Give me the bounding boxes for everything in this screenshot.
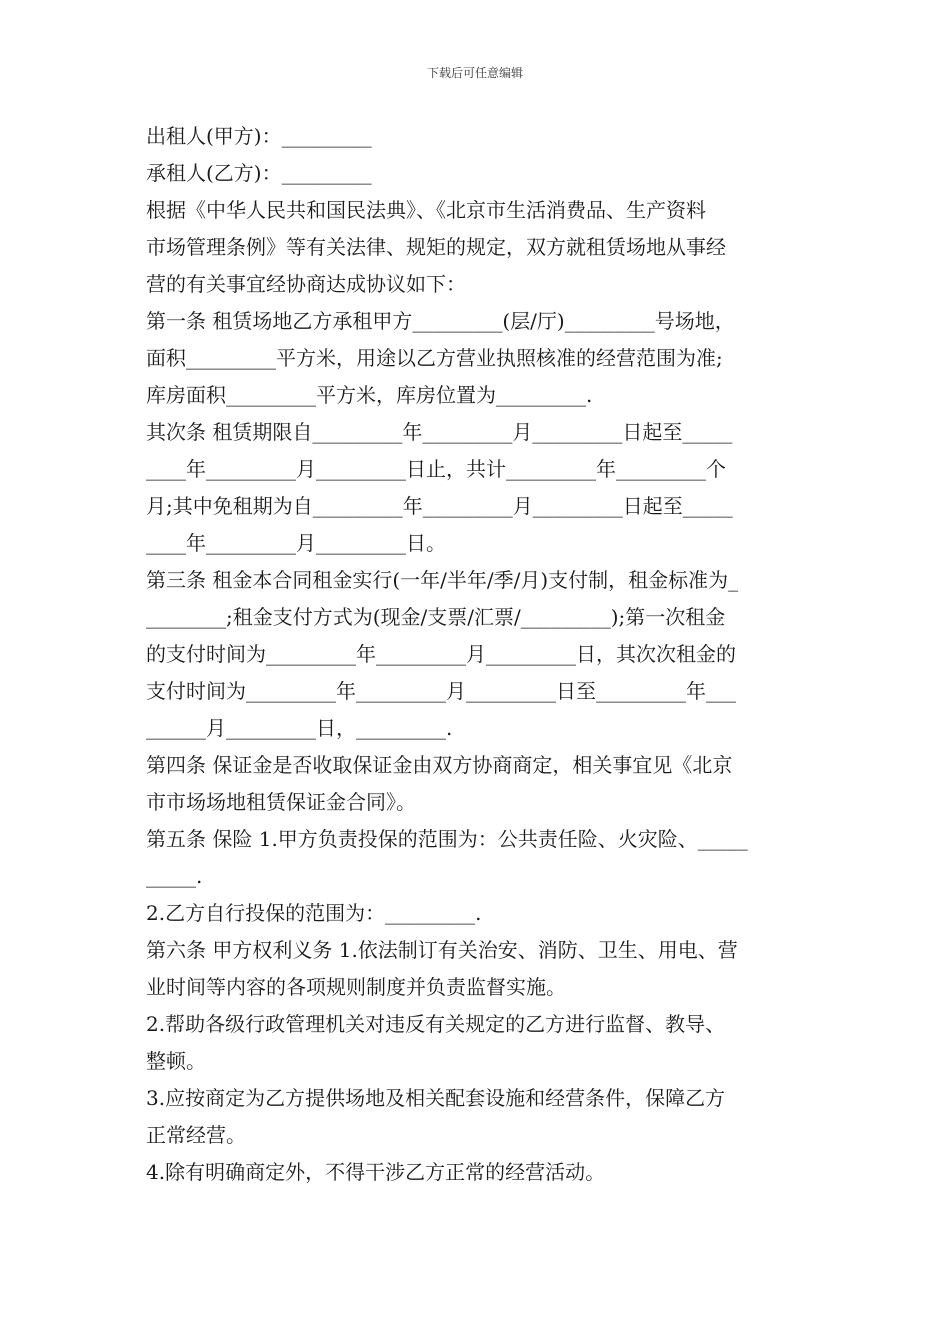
- text-line: 的支付时间为_________年_________月_________日，其次次租金的: [146, 642, 736, 666]
- text-line: 2.乙方自行投保的范围为：_________.: [146, 901, 482, 925]
- page-header-note: 下载后可任意编辑: [426, 66, 523, 80]
- text-line: 月;其中免租期为自_________年_________月_________日起至_____: [146, 494, 733, 518]
- text-line: 第一条 租赁场地乙方承租甲方_________(层/厅)_________号场地，: [146, 309, 735, 333]
- text-line: 第五条 保险 1.甲方负责投保的范围为：公共责任险、火灾险、_____: [146, 827, 748, 851]
- text-line: 其次条 租赁期限自_________年_________月_________日起至_____: [146, 420, 733, 444]
- contract-body: [146, 118, 808, 1191]
- text-line: 承租人(乙方)：_________: [146, 161, 372, 185]
- text-line: 市市场场地租赁保证金合同》。: [146, 790, 416, 814]
- text-line: 整顿。: [146, 1049, 206, 1073]
- text-line: ________;租金支付方式为(现金/支票/汇票/_________);第一次租金: [146, 605, 726, 629]
- text-line: 2.帮助各级行政管理机关对违反有关规定的乙方进行监督、教导、: [146, 1012, 726, 1036]
- text-line: 出租人(甲方)：_________: [146, 124, 372, 148]
- text-line: 第四条 保证金是否收取保证金由双方协商商定，相关事宜见《北京: [146, 753, 733, 777]
- text-line: 3.应按商定为乙方提供场地及相关配套设施和经营条件，保障乙方: [146, 1086, 726, 1110]
- text-line: 第六条 甲方权利义务 1.依法制订有关治安、消防、卫生、用电、营: [146, 938, 738, 962]
- text-line: 市场管理条例》等有关法律、规矩的规定，双方就租赁场地从事经: [146, 235, 726, 259]
- text-line: 库房面积_________平方米，库房位置为_________.: [146, 383, 593, 407]
- text-line: ____年_________月_________日止，共计_________年_________个: [146, 457, 726, 481]
- text-line: 支付时间为_________年_________月_________日至_________年___: [146, 679, 736, 703]
- text-line: 面积_________平方米，用途以乙方营业执照核准的经营范围为准;: [146, 346, 723, 370]
- text-line: 根据《中华人民共和国民法典》、《北京市生活消费品、生产资料: [146, 198, 706, 222]
- text-line: _____.: [146, 864, 203, 888]
- text-line: 营的有关事宜经协商达成协议如下：: [146, 272, 466, 296]
- text-line: 第三条 租金本合同租金实行(一年/半年/季/月)支付制，租金标准为_: [146, 568, 739, 592]
- text-line: ____年_________月_________日。: [146, 531, 446, 555]
- text-line: 业时间等内容的各项规则制度并负责监督实施。: [146, 975, 566, 999]
- text-line: 正常经营。: [146, 1123, 246, 1147]
- text-line: 4.除有明确商定外，不得干涉乙方正常的经营活动。: [146, 1160, 606, 1184]
- text-line: ______月_________日，_________.: [146, 716, 453, 740]
